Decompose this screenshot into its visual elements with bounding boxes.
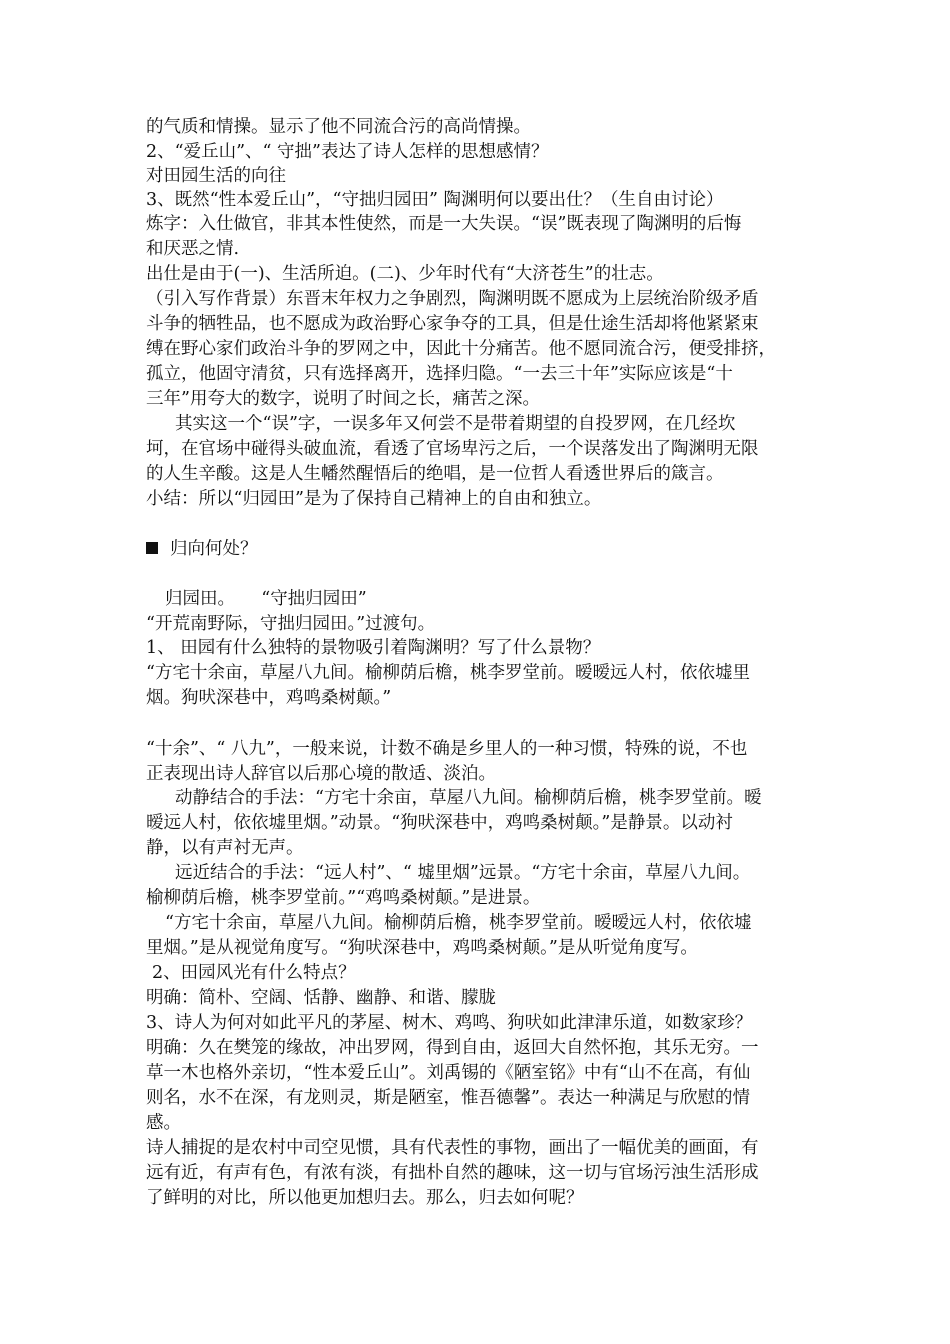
text-line: 坷，在官场中碰得头破血流，看透了官场卑污之后，一个误落发出了陶渊明无限 <box>146 439 759 459</box>
text-line: 缚在野心家们政治斗争的罗网之中，因此十分痛苦。他不愿同流合污，便受排挤， <box>146 339 776 359</box>
text-line: 3、诗人为何对如此平凡的茅屋、树木、鸡鸣、狗吠如此津津乐道，如数家珍？ <box>146 1013 753 1033</box>
text-line: 静，以有声衬无声。 <box>146 838 304 858</box>
text-line: 榆柳荫后檐，桃李罗堂前。”“鸡鸣桑树颠。”是进景。 <box>146 888 541 908</box>
text-line: 其实这一个“误”字，一误多年又何尝不是带着期望的自投罗网，在几经坎 <box>175 414 736 434</box>
text-line: 暧远人村，依依墟里烟。”动景。“狗吠深巷中，鸡鸣桑树颠。”是静景。以动衬 <box>146 813 733 833</box>
text-line: 1、 田园有什么独特的景物吸引着陶渊明？写了什么景物？ <box>146 638 601 658</box>
text-line: 出仕是由于(一)、生活所迫。(二)、少年时代有“大济苍生”的壮志。 <box>146 264 664 284</box>
text-line: 烟。狗吠深巷中，鸡鸣桑树颠。” <box>146 688 392 708</box>
text-line: 的人生辛酸。这是人生幡然醒悟后的绝唱，是一位哲人看透世界后的箴言。 <box>146 464 724 484</box>
text-line: 远近结合的手法：“远人村”、“ 墟里烟”远景。“方宅十余亩，草屋八九间。 <box>175 863 751 883</box>
text-line: 2、田园风光有什么特点？ <box>152 963 356 983</box>
text-line: “开荒南野际，守拙归园田。”过渡句。 <box>146 614 436 634</box>
section-heading <box>146 537 258 561</box>
text-line: 炼字：入仕做官，非其本性使然，而是一大失误。“误”既表现了陶渊明的后悔 <box>146 214 742 234</box>
text-line: 远有近，有声有色，有浓有淡，有拙朴自然的趣味，这一切与官场污浊生活形成 <box>146 1163 759 1183</box>
text-line: 了鲜明的对比，所以他更加想归去。那么，归去如何呢？ <box>146 1188 584 1208</box>
text-line: 草一木也格外亲切，“性本爱丘山”。刘禹锡的《陋室铭》中有“山不在高，有仙 <box>146 1063 751 1083</box>
text-line: 明确：简朴、空阔、恬静、幽静、和谐、朦胧 <box>146 988 496 1008</box>
text-line: 斗争的牺牲品，也不愿成为政治野心家争夺的工具，但是仕途生活却将他紧紧束 <box>146 314 759 334</box>
text-line: “方宅十余亩，草屋八九间。榆柳荫后檐，桃李罗堂前。暧暧远人村，依依墟里 <box>146 663 750 683</box>
text-line: 2、“爱丘山”、“ 守拙”表达了诗人怎样的思想感情？ <box>146 142 549 162</box>
text-line: 归园田。 “守拙归园田” <box>165 589 367 609</box>
text-line: 感。 <box>146 1113 181 1133</box>
text-line: 三年”用夸大的数字，说明了时间之长，痛苦之深。 <box>146 389 540 409</box>
text-line: 的气质和情操。显示了他不同流合污的高尚情操。 <box>146 117 531 137</box>
text-line: 3、既然“性本爱丘山”，“守拙归园田” 陶渊明何以要出仕？（生自由讨论） <box>146 190 724 210</box>
text-line: “十余”、“ 八九”，一般来说，计数不确是乡里人的一种习惯，特殊的说，不也 <box>146 739 748 759</box>
text-line: 诗人捕捉的是农村中司空见惯，具有代表性的事物，画出了一幅优美的画面，有 <box>146 1138 759 1158</box>
text-line: 小结：所以“归园田”是为了保持自己精神上的自由和独立。 <box>146 489 602 509</box>
text-line: 正表现出诗人辞官以后那心境的散适、淡泊。 <box>146 764 496 784</box>
text-line: 对田园生活的向往 <box>146 166 286 186</box>
text-line: 孤立，他固守清贫，只有选择离开，选择归隐。“一去三十年”实际应该是“十 <box>146 364 733 384</box>
section-heading-text: 归向何处？ <box>170 539 258 559</box>
square-bullet-icon <box>146 542 158 554</box>
text-line: 明确：久在樊笼的缘故，冲出罗网，得到自由，返回大自然怀抱，其乐无穷。一 <box>146 1038 759 1058</box>
text-line: 里烟。”是从视觉角度写。“狗吠深巷中，鸡鸣桑树颠。”是从听觉角度写。 <box>146 938 698 958</box>
text-line: “方宅十余亩，草屋八九间。榆柳荫后檐，桃李罗堂前。暧暧远人村，依依墟 <box>165 913 752 933</box>
text-line: 和厌恶之情. <box>146 239 240 259</box>
text-line: 动静结合的手法：“方宅十余亩，草屋八九间。榆柳荫后檐，桃李罗堂前。暧 <box>175 788 762 808</box>
text-line: （引入写作背景）东晋末年权力之争剧烈，陶渊明既不愿成为上层统治阶级矛盾 <box>146 289 759 309</box>
text-line: 则名，水不在深，有龙则灵，斯是陋室，惟吾德馨”。表达一种满足与欣慰的情 <box>146 1088 750 1108</box>
